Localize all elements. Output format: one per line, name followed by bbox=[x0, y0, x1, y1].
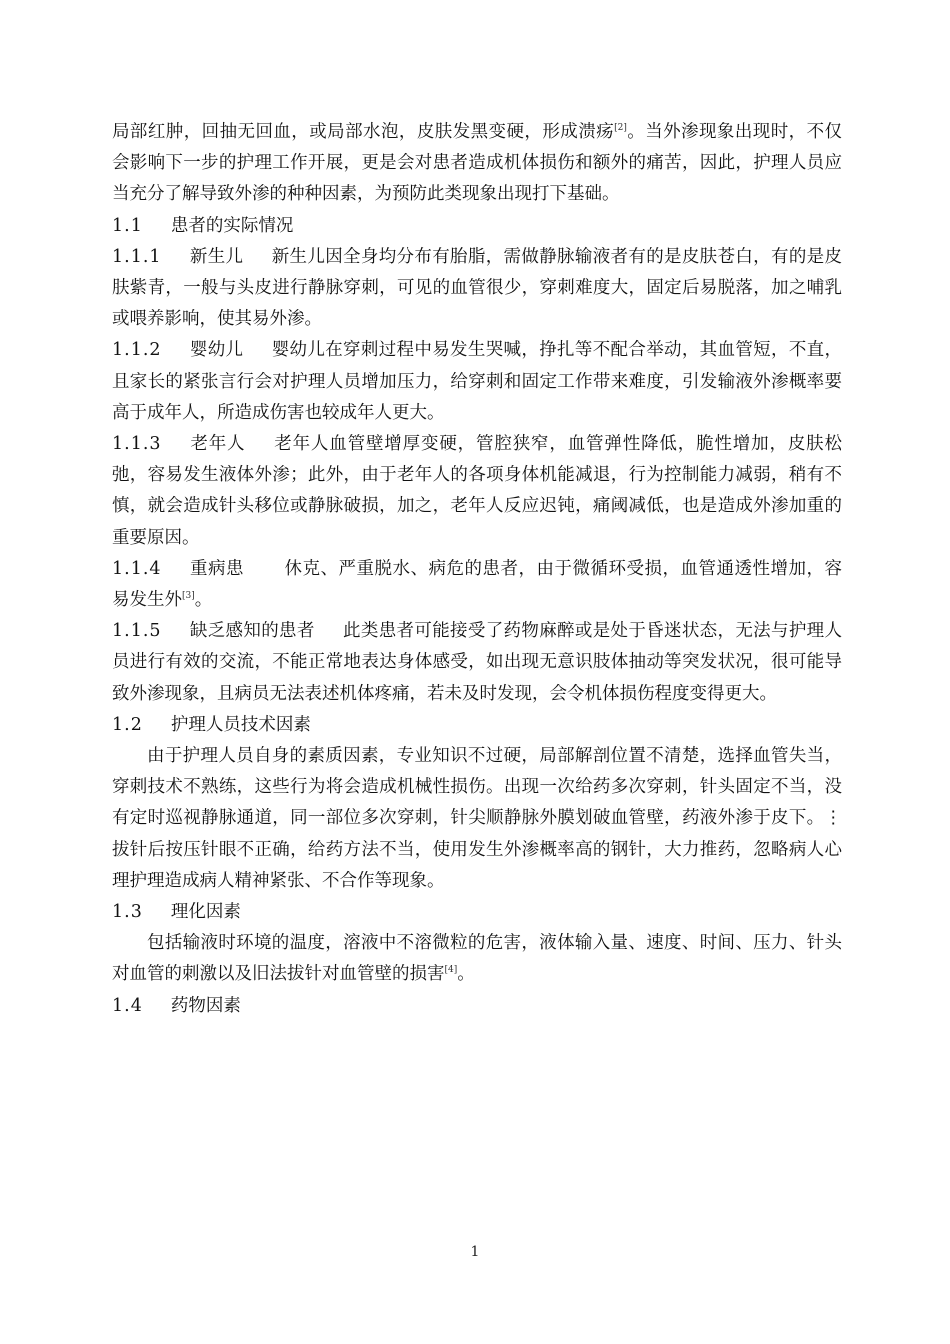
section-title: 缺乏感知的患者 bbox=[189, 621, 315, 642]
paragraph-text: 此类患者可能接受了药物麻醉或是处于昏迷状态，无法与护理人员进行有效的交流，不能正常地表达身体感受，如出现无意识肢体抽动等突发状况，很可能导致外渗现象，且病员无法表述机体疼痛，若未及时发现，会令机体损伤程度变得更大。 bbox=[112, 621, 843, 704]
subsection-1-1-4 bbox=[112, 554, 842, 616]
section-number: 1.1.1 bbox=[112, 246, 162, 267]
section-number: 1.1.5 bbox=[112, 621, 162, 642]
subsection-1-1-1 bbox=[112, 242, 842, 336]
subsection-1-1-5 bbox=[112, 616, 842, 710]
subsection-1-1-2 bbox=[112, 335, 842, 429]
section-title: 患者的实际情况 bbox=[170, 215, 294, 236]
paragraph-tail: 。 bbox=[194, 590, 213, 611]
page-number: 1 bbox=[470, 1244, 480, 1260]
citation-2: [2] bbox=[614, 123, 627, 133]
paragraph-tail: 。 bbox=[457, 964, 475, 985]
section-heading-1-2 bbox=[112, 710, 842, 741]
paragraph-tail: 。当外渗现象出现时，不仅会影响下一步的护理工作开展，更是会对患者造成机体损伤和额外的痛苦，因此，护理人员应当充分了解导致外渗的种种因素，为预防此类现象出现打下基础。 bbox=[112, 122, 843, 205]
section-number: 1.1 bbox=[112, 215, 143, 236]
subsection-1-1-3 bbox=[112, 429, 842, 554]
citation-3: [3] bbox=[182, 591, 195, 602]
section-number: 1.4 bbox=[112, 995, 143, 1016]
paragraph-text: 包括输液时环境的温度，溶液中不溶微粒的危害，液体输入量、速度、时间、压力、针头对血管的刺激以及旧法拔针对血管壁的损害 bbox=[112, 933, 842, 985]
section-number: 1.2 bbox=[112, 714, 143, 735]
section-heading-1-4 bbox=[112, 991, 842, 1022]
paragraph-text: 局部红肿，回抽无回血，或局部水泡，皮肤发黑变硬，形成溃疡 bbox=[112, 122, 615, 142]
paragraph-text: 婴幼儿在穿刺过程中易发生哭喊，挣扎等不配合举动，其血管短，不直，且家长的紧张言行会对护理人员增加压力，给穿刺和固定工作带来难度，引发输液外渗概率要高于成年人，所造成伤害也较成年人更大。 bbox=[112, 340, 843, 423]
citation-4: [4] bbox=[444, 965, 458, 976]
paragraph-text: 休克、严重脱水、病危的患者，由于微循环受损，血管通透性增加，容易发生外 bbox=[112, 558, 843, 611]
section-title: 护理人员技术因素 bbox=[170, 714, 311, 735]
section-title: 重病患 bbox=[189, 558, 245, 579]
section-number: 1.1.2 bbox=[112, 340, 162, 361]
section-title: 理化因素 bbox=[170, 902, 241, 923]
section-heading-1-1 bbox=[112, 211, 842, 242]
section-title: 老年人 bbox=[189, 434, 246, 455]
section-title: 药物因素 bbox=[170, 995, 241, 1016]
section-title: 新生儿 bbox=[189, 246, 244, 267]
section-number: 1.3 bbox=[112, 902, 143, 923]
paragraph-intro bbox=[112, 117, 842, 211]
paragraph-technique bbox=[112, 741, 842, 897]
paragraph-text: 由于护理人员自身的素质因素，专业知识不过硬，局部解剖位置不清楚，选择血管失当，穿刺技术不熟练，这些行为将会造成机械性损伤。出现一次给药多次穿刺，针头固定不当，没有定时巡视静脉通道，同一部位多次穿刺，针尖顺静脉外膜划破血管壁，药液外渗于皮下。⋮拔针后按压针眼不正确，给药方法不当，使用发生外渗概率高的钢针，大力推药，忽略病人心理护理造成病人精神紧张、不合作等现象。 bbox=[112, 746, 842, 891]
section-title: 婴幼儿 bbox=[189, 340, 244, 361]
body-text bbox=[112, 117, 842, 1022]
section-heading-1-3 bbox=[112, 897, 842, 928]
paragraph-text: 老年人血管壁增厚变硬，管腔狭窄，血管弹性降低，脆性增加，皮肤松弛，容易发生液体外渗；此外，由于老年人的各项身体机能减退，行为控制能力减弱，稍有不慎，就会造成针头移位或静脉破损，加之，老年人反应迟钝，痛阈减低，也是造成外渗加重的重要原因。 bbox=[112, 434, 843, 548]
section-number: 1.1.3 bbox=[112, 434, 162, 455]
section-number: 1.1.4 bbox=[112, 558, 162, 579]
paragraph-physicochemical bbox=[112, 928, 842, 990]
paragraph-text: 新生儿因全身均分布有胎脂，需做静脉输液者有的是皮肤苍白，有的是皮肤紫青，一般与头皮进行静脉穿刺，可见的血管很少，穿刺难度大，固定后易脱落，加之哺乳或喂养影响，使其易外渗。 bbox=[112, 246, 843, 330]
